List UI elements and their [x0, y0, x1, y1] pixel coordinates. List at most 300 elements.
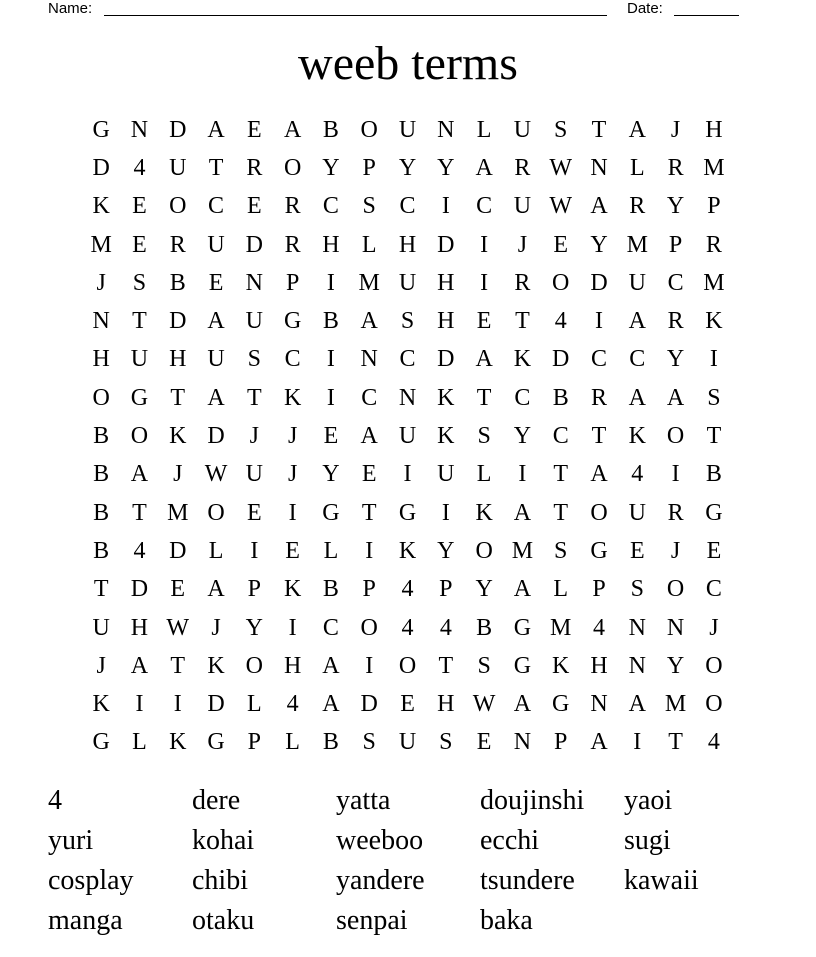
- grid-letter: Y: [245, 614, 263, 641]
- grid-letter: U: [207, 231, 225, 258]
- grid-letter: Y: [398, 154, 417, 181]
- grid-letter: 4: [133, 154, 146, 181]
- date-blank-line: [674, 15, 739, 16]
- grid-letter: L: [476, 116, 492, 143]
- grid-letter: A: [475, 346, 493, 373]
- grid-letter: Y: [590, 231, 608, 258]
- grid-letter: B: [322, 308, 339, 335]
- word-list-item: yaoi: [624, 785, 673, 816]
- grid-letter: K: [398, 537, 417, 564]
- grid-letter: T: [247, 384, 262, 411]
- grid-letter: R: [667, 308, 684, 335]
- grid-letter: 4: [554, 308, 567, 335]
- word-list-item: kohai: [192, 825, 255, 856]
- grid-letter: C: [322, 614, 339, 641]
- word-list-item: yandere: [336, 865, 425, 896]
- grid-letter: E: [170, 576, 186, 603]
- grid-letter: A: [322, 652, 340, 679]
- grid-letter: N: [360, 346, 378, 373]
- grid-letter: O: [283, 154, 302, 181]
- grid-letter: S: [362, 729, 376, 756]
- grid-letter: A: [590, 729, 608, 756]
- grid-letter: Y: [437, 537, 455, 564]
- grid-letter: E: [132, 231, 147, 258]
- grid-letter: C: [284, 346, 301, 373]
- grid-letter: I: [633, 729, 642, 756]
- grid-letter: T: [93, 576, 109, 603]
- grid-letter: C: [591, 346, 608, 373]
- grid-letter: J: [211, 614, 221, 641]
- grid-letter: C: [322, 193, 339, 220]
- grid-letter: A: [207, 576, 225, 603]
- grid-letter: U: [398, 269, 417, 296]
- grid-letter: A: [475, 154, 493, 181]
- word-list-item: otaku: [192, 905, 255, 936]
- grid-letter: 4: [133, 537, 146, 564]
- grid-letter: K: [283, 384, 302, 411]
- grid-letter: H: [437, 269, 455, 296]
- grid-letter: P: [247, 729, 262, 756]
- grid-letter: A: [666, 384, 685, 411]
- grid-letter: O: [360, 614, 378, 641]
- grid-letter: O: [207, 499, 225, 526]
- word-list-item: senpai: [336, 905, 408, 936]
- word-list-item: yuri: [48, 825, 94, 856]
- grid-letter: P: [439, 576, 453, 603]
- grid-letter: Y: [437, 154, 455, 181]
- grid-letter: J: [287, 423, 298, 450]
- grid-letter: K: [628, 423, 646, 450]
- grid-letter: D: [130, 576, 149, 603]
- grid-letter: R: [705, 231, 722, 258]
- grid-letter: D: [590, 269, 608, 296]
- grid-letter: E: [132, 193, 147, 220]
- grid-letter: N: [628, 652, 646, 679]
- grid-letter: I: [441, 193, 450, 220]
- grid-letter: N: [590, 691, 608, 718]
- grid-letter: B: [93, 537, 110, 564]
- grid-letter: D: [207, 691, 225, 718]
- grid-letter: G: [92, 116, 110, 143]
- grid-letter: H: [398, 231, 417, 258]
- grid-letter: G: [513, 652, 532, 679]
- grid-letter: M: [511, 537, 534, 564]
- grid-letter: E: [247, 499, 262, 526]
- grid-letter: U: [437, 461, 455, 488]
- grid-letter: U: [245, 461, 263, 488]
- grid-letter: S: [477, 423, 491, 450]
- grid-letter: U: [169, 154, 187, 181]
- grid-letter: K: [283, 576, 302, 603]
- grid-letter: R: [629, 193, 646, 220]
- grid-letter: B: [93, 423, 110, 450]
- grid-letter: R: [514, 269, 531, 296]
- grid-letter: J: [670, 116, 681, 143]
- grid-letter: K: [92, 193, 110, 220]
- grid-letter: O: [360, 116, 378, 143]
- grid-letter: A: [130, 652, 149, 679]
- grid-letter: L: [476, 461, 492, 488]
- grid-letter: A: [628, 384, 646, 411]
- grid-letter: I: [709, 346, 718, 373]
- word-list: [48, 781, 768, 941]
- grid-letter: D: [169, 116, 187, 143]
- word-list-item: chibi: [192, 865, 248, 896]
- grid-letter: B: [322, 116, 339, 143]
- grid-letter: S: [554, 537, 568, 564]
- grid-letter: A: [322, 691, 340, 718]
- grid-letter: A: [207, 308, 225, 335]
- grid-letter: B: [93, 461, 110, 488]
- grid-letter: G: [130, 384, 149, 411]
- grid-letter: J: [670, 537, 681, 564]
- grid-letter: E: [553, 231, 569, 258]
- grid-letter: P: [707, 193, 721, 220]
- grid-letter: I: [326, 269, 335, 296]
- grid-letter: D: [169, 308, 187, 335]
- grid-letter: L: [285, 729, 300, 756]
- grid-letter: U: [92, 614, 110, 641]
- grid-letter: I: [288, 614, 297, 641]
- grid-letter: D: [245, 231, 263, 258]
- word-list-item: tsundere: [480, 865, 575, 896]
- grid-letter: N: [437, 116, 455, 143]
- grid-letter: R: [284, 193, 301, 220]
- grid-letter: K: [207, 652, 225, 679]
- grid-letter: I: [365, 652, 374, 679]
- grid-letter: B: [169, 269, 186, 296]
- word-search-grid: [82, 111, 733, 762]
- grid-letter: C: [667, 269, 684, 296]
- grid-letter: J: [709, 614, 719, 641]
- grid-letter: C: [705, 576, 722, 603]
- grid-letter: 4: [707, 729, 720, 756]
- word-list-item: manga: [48, 905, 123, 936]
- grid-letter: D: [360, 691, 378, 718]
- grid-letter: W: [166, 614, 190, 641]
- grid-letter: O: [705, 691, 723, 718]
- grid-letter: M: [703, 154, 725, 181]
- grid-letter: O: [169, 193, 187, 220]
- grid-letter: U: [398, 423, 417, 450]
- grid-letter: G: [92, 729, 110, 756]
- grid-letter: R: [667, 154, 684, 181]
- grid-letter: O: [92, 384, 110, 411]
- grid-letter: L: [208, 537, 224, 564]
- grid-letter: T: [208, 154, 224, 181]
- grid-letter: R: [169, 231, 186, 258]
- grid-letter: A: [513, 499, 532, 526]
- grid-letter: L: [132, 729, 147, 756]
- grid-letter: A: [590, 461, 608, 488]
- grid-letter: K: [169, 729, 187, 756]
- grid-letter: G: [283, 308, 302, 335]
- grid-letter: T: [553, 461, 569, 488]
- grid-letter: 4: [401, 576, 414, 603]
- grid-letter: K: [437, 423, 455, 450]
- word-list-item: doujinshi: [480, 785, 585, 816]
- word-list-item: dere: [192, 785, 241, 816]
- grid-letter: G: [322, 499, 340, 526]
- grid-letter: W: [472, 691, 496, 718]
- grid-letter: H: [169, 346, 187, 373]
- grid-letter: L: [629, 154, 645, 181]
- grid-letter: M: [664, 691, 687, 718]
- grid-letter: P: [668, 231, 683, 258]
- grid-letter: T: [591, 116, 607, 143]
- grid-letter: L: [553, 576, 569, 603]
- grid-letter: B: [476, 614, 493, 641]
- grid-letter: L: [247, 691, 262, 718]
- grid-letter: E: [247, 116, 262, 143]
- grid-letter: G: [513, 614, 532, 641]
- grid-letter: M: [626, 231, 648, 258]
- grid-letter: P: [362, 576, 376, 603]
- grid-letter: I: [326, 384, 335, 411]
- grid-letter: K: [437, 384, 455, 411]
- grid-letter: O: [475, 537, 493, 564]
- date-label: Date:: [627, 0, 663, 17]
- grid-letter: Y: [666, 193, 685, 220]
- grid-letter: B: [322, 576, 339, 603]
- grid-letter: G: [398, 499, 417, 526]
- grid-letter: P: [554, 729, 568, 756]
- grid-letter: I: [480, 231, 489, 258]
- grid-letter: A: [513, 691, 532, 718]
- grid-letter: I: [441, 499, 450, 526]
- grid-letter: S: [400, 308, 415, 335]
- grid-letter: A: [207, 116, 225, 143]
- word-list-item: ecchi: [480, 825, 540, 856]
- grid-letter: R: [667, 499, 684, 526]
- grid-letter: C: [514, 384, 531, 411]
- grid-letter: 4: [593, 614, 605, 641]
- word-list-item: weeboo: [336, 825, 424, 856]
- word-list-item: kawaii: [624, 865, 699, 896]
- grid-letter: N: [245, 269, 263, 296]
- grid-letter: W: [549, 193, 573, 220]
- grid-letter: R: [284, 231, 301, 258]
- grid-letter: 4: [286, 691, 299, 718]
- grid-letter: O: [666, 576, 685, 603]
- grid-letter: I: [518, 461, 527, 488]
- grid-letter: W: [204, 461, 228, 488]
- grid-letter: R: [246, 154, 263, 181]
- grid-letter: U: [628, 499, 646, 526]
- grid-letter: D: [169, 537, 187, 564]
- grid-letter: O: [705, 652, 723, 679]
- grid-letter: A: [590, 193, 608, 220]
- grid-letter: G: [207, 729, 225, 756]
- grid-letter: S: [362, 193, 376, 220]
- grid-letter: N: [92, 308, 110, 335]
- grid-letter: B: [705, 461, 722, 488]
- grid-letter: D: [437, 346, 455, 373]
- grid-letter: M: [358, 269, 380, 296]
- grid-letter: I: [250, 537, 259, 564]
- grid-letter: H: [130, 614, 149, 641]
- grid-letter: C: [476, 193, 493, 220]
- grid-letter: Y: [666, 652, 685, 679]
- grid-letter: U: [628, 269, 646, 296]
- grid-letter: T: [591, 423, 607, 450]
- grid-letter: O: [666, 423, 685, 450]
- grid-letter: H: [322, 231, 340, 258]
- grid-letter: Y: [475, 576, 493, 603]
- grid-letter: A: [628, 691, 646, 718]
- grid-letter: N: [628, 614, 646, 641]
- grid-letter: J: [287, 461, 298, 488]
- grid-letter: I: [403, 461, 412, 488]
- name-label: Name:: [48, 0, 93, 17]
- grid-letter: N: [130, 116, 149, 143]
- grid-letter: A: [283, 116, 302, 143]
- grid-letter: U: [207, 346, 225, 373]
- grid-letter: N: [513, 729, 532, 756]
- grid-letter: Y: [322, 154, 340, 181]
- grid-letter: S: [132, 269, 147, 296]
- grid-letter: A: [628, 116, 646, 143]
- grid-letter: 4: [631, 461, 644, 488]
- grid-letter: Y: [322, 461, 340, 488]
- grid-letter: I: [135, 691, 144, 718]
- grid-letter: J: [249, 423, 259, 450]
- grid-letter: O: [130, 423, 149, 450]
- grid-letter: A: [513, 576, 532, 603]
- grid-letter: J: [96, 652, 106, 679]
- grid-letter: U: [398, 116, 417, 143]
- grid-letter: I: [480, 269, 489, 296]
- grid-letter: U: [513, 193, 532, 220]
- grid-letter: K: [513, 346, 532, 373]
- grid-letter: S: [477, 652, 491, 679]
- grid-letter: O: [245, 652, 263, 679]
- grid-letter: N: [666, 614, 685, 641]
- grid-letter: A: [207, 384, 225, 411]
- grid-letter: E: [361, 461, 377, 488]
- grid-letter: K: [92, 691, 110, 718]
- grid-letter: A: [360, 423, 378, 450]
- grid-letter: C: [552, 423, 569, 450]
- grid-letter: O: [590, 499, 608, 526]
- grid-letter: B: [322, 729, 339, 756]
- grid-letter: T: [515, 308, 530, 335]
- grid-letter: B: [93, 499, 110, 526]
- grid-letter: M: [167, 499, 189, 526]
- grid-letter: E: [208, 269, 224, 296]
- grid-letter: E: [400, 691, 415, 718]
- grid-letter: E: [323, 423, 339, 450]
- grid-letter: G: [590, 537, 608, 564]
- grid-letter: 4: [439, 614, 452, 641]
- grid-letter: T: [361, 499, 377, 526]
- grid-letter: S: [630, 576, 644, 603]
- grid-letter: O: [552, 269, 570, 296]
- grid-letter: J: [173, 461, 183, 488]
- grid-letter: Y: [666, 346, 685, 373]
- grid-letter: G: [552, 691, 570, 718]
- grid-letter: C: [208, 193, 225, 220]
- grid-letter: S: [439, 729, 453, 756]
- word-list-item: baka: [480, 905, 533, 936]
- grid-letter: P: [362, 154, 376, 181]
- grid-letter: H: [283, 652, 302, 679]
- grid-letter: H: [92, 346, 110, 373]
- grid-letter: N: [398, 384, 417, 411]
- grid-letter: S: [554, 116, 568, 143]
- grid-letter: E: [285, 537, 300, 564]
- grid-letter: 4: [401, 614, 414, 641]
- worksheet-header: [0, 0, 816, 20]
- grid-letter: I: [288, 499, 297, 526]
- grid-letter: G: [705, 499, 723, 526]
- grid-letter: A: [628, 308, 646, 335]
- grid-letter: M: [550, 614, 572, 641]
- grid-letter: U: [130, 346, 149, 373]
- name-blank-line: [104, 15, 607, 16]
- grid-letter: O: [398, 652, 417, 679]
- grid-letter: C: [399, 193, 416, 220]
- grid-letter: C: [629, 346, 646, 373]
- grid-letter: A: [360, 308, 378, 335]
- grid-letter: I: [595, 308, 603, 335]
- word-list-item: yatta: [336, 785, 391, 816]
- word-list-item: 4: [48, 785, 62, 816]
- grid-letter: D: [207, 423, 225, 450]
- grid-letter: E: [706, 537, 722, 564]
- grid-letter: T: [132, 499, 147, 526]
- grid-letter: E: [476, 308, 492, 335]
- grid-letter: I: [326, 346, 335, 373]
- grid-letter: T: [706, 423, 722, 450]
- grid-letter: P: [285, 269, 300, 296]
- page-title: weeb terms: [298, 37, 518, 90]
- grid-letter: D: [92, 154, 110, 181]
- grid-letter: E: [247, 193, 262, 220]
- grid-letter: T: [438, 652, 454, 679]
- grid-letter: U: [245, 308, 263, 335]
- grid-letter: K: [475, 499, 493, 526]
- grid-letter: H: [437, 308, 455, 335]
- grid-letter: H: [590, 652, 608, 679]
- grid-letter: E: [476, 729, 492, 756]
- grid-letter: K: [552, 652, 570, 679]
- grid-letter: T: [668, 729, 683, 756]
- grid-letter: A: [130, 461, 149, 488]
- grid-letter: W: [549, 154, 573, 181]
- grid-letter: K: [705, 308, 723, 335]
- grid-letter: H: [705, 116, 723, 143]
- word-list-item: cosplay: [48, 865, 134, 896]
- word-list-item: sugi: [624, 825, 671, 856]
- grid-letter: C: [399, 346, 416, 373]
- grid-letter: T: [132, 308, 147, 335]
- grid-letter: H: [437, 691, 455, 718]
- grid-letter: M: [90, 231, 112, 258]
- grid-letter: R: [591, 384, 608, 411]
- grid-letter: S: [707, 384, 721, 411]
- grid-letter: P: [247, 576, 262, 603]
- grid-letter: M: [703, 269, 725, 296]
- grid-letter: I: [671, 461, 680, 488]
- grid-letter: L: [323, 537, 339, 564]
- grid-letter: Y: [513, 423, 532, 450]
- grid-letter: T: [476, 384, 492, 411]
- grid-letter: D: [437, 231, 455, 258]
- grid-letter: U: [398, 729, 417, 756]
- grid-letter: J: [96, 269, 106, 296]
- grid-letter: R: [514, 154, 531, 181]
